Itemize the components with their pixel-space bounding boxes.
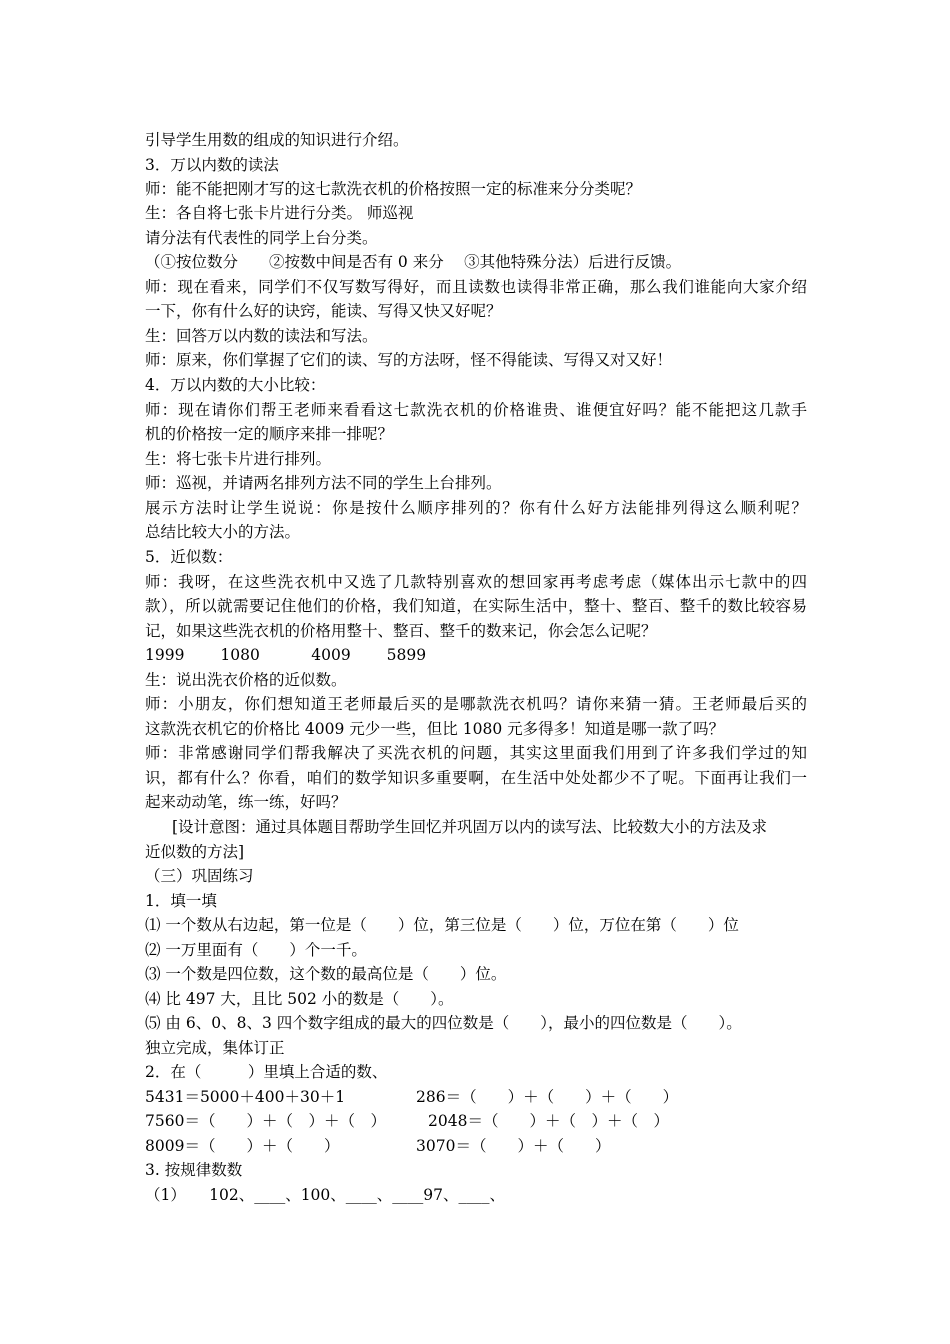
text-line: 师：小朋友，你们想知道王老师最后买的是哪款洗衣机吗？请你来猜一猜。王老师最后买的: [145, 695, 807, 713]
equation-right: 2048＝（ ）＋（ ）＋（ ）: [428, 1112, 669, 1130]
exercise-heading: 1．填一填: [145, 892, 217, 910]
text-line: 识，都有什么？你看，咱们的数学知识多重要啊，在生活中处处都少不了呢。下面再让我们一: [145, 769, 807, 787]
text-line: 款），所以就需要记住他们的价格，我们知道，在实际生活中，整十、整百、整千的数比较容易: [145, 597, 807, 615]
exercise-item: ⑵ 一万里面有（ ）个一千。: [145, 941, 367, 959]
equation-left: 5431＝5000＋400＋30＋1: [145, 1088, 346, 1106]
text-line: 引导学生用数的组成的知识进行介绍。: [145, 131, 409, 149]
text-line: 师：原来，你们掌握了它们的读、写的方法呀，怪不得能读、写得又对又好！: [145, 351, 673, 369]
text-line: 生：各自将七张卡片进行分类。 师巡视: [145, 204, 414, 222]
text-line: 总结比较大小的方法。: [145, 523, 301, 541]
section-heading: 5．近似数：: [145, 548, 233, 566]
text-line: 师：现在看来，同学们不仅写数写得好，而且读数也读得非常正确，那么我们谁能向大家介绍: [145, 278, 807, 296]
text-line: 师：我呀，在这些洗衣机中又选了几款特别喜欢的想回家再考虑考虑（媒体出示七款中的四: [145, 573, 807, 591]
text-line: 师：能不能把刚才写的这七款洗衣机的价格按照一定的标准来分分类呢？: [145, 180, 642, 198]
equation-left: 8009＝（ ）＋（ ）: [145, 1137, 340, 1155]
text-line: 师：现在请你们帮王老师来看看这七款洗衣机的价格谁贵、谁便宜好吗？能不能把这几款手: [145, 401, 807, 419]
text-line: 这款洗衣机它的价格比 4009 元少一些，但比 1080 元多得多！知道是哪一款了吗？: [145, 720, 725, 738]
text-line: 师：非常感谢同学们帮我解决了买洗衣机的问题，其实这里面我们用到了许多我们学过的知: [145, 744, 807, 762]
text-line: 记，如果这些洗衣机的价格用整十、整百、整千的数来记，你会怎么记呢？: [145, 622, 657, 640]
text-line: 生：回答万以内数的读法和写法。: [145, 327, 378, 345]
text-line: 生：说出洗衣价格的近似数。: [145, 671, 347, 689]
exercise-item: ⑶ 一个数是四位数，这个数的最高位是（ ）位。: [145, 965, 507, 983]
design-intent: [设计意图：通过具体题目帮助学生回忆并巩固万以内的读写法、比较数大小的方法及求: [172, 818, 768, 836]
section-heading: 4．万以内数的大小比较：: [145, 376, 326, 394]
section-heading: 3．万以内数的读法: [145, 156, 279, 174]
text-line: 请分法有代表性的同学上台分类。: [145, 229, 378, 247]
price-list: 1999 1080 4009 5899: [145, 646, 427, 664]
section-heading: （三）巩固练习: [145, 867, 254, 885]
text-line: 生：将七张卡片进行排列。: [145, 450, 332, 468]
exercise-heading: 2．在（ ）里填上合适的数、: [145, 1063, 388, 1081]
text-line: 展示方法时让学生说说：你是按什么顺序排列的？你有什么好方法能排列得这么顺利呢？: [145, 499, 807, 517]
text-line: 师：巡视，并请两名排列方法不同的学生上台排列。: [145, 474, 502, 492]
exercise-item: ⑸ 由 6、0、8、3 四个数字组成的最大的四位数是（ ），最小的四位数是（ ）。: [145, 1014, 742, 1032]
exercise-item: ⑷ 比 497 大，且比 502 小的数是（ ）。: [145, 990, 454, 1008]
text-line: 起来动动笔，练一练，好吗？: [145, 793, 347, 811]
exercise-heading: 3. 按规律数数: [145, 1161, 243, 1179]
text-line: 独立完成，集体订正: [145, 1039, 285, 1057]
text-line: （①按位数分 ②按数中间是否有 0 来分 ③其他特殊分法）后进行反馈。: [145, 253, 682, 271]
exercise-item: ⑴ 一个数从右边起，第一位是（ ）位，第三位是（ ）位，万位在第（ ）位: [145, 916, 739, 934]
equation-right: 286＝（ ）＋（ ）＋（ ）: [416, 1088, 679, 1106]
text-line: 一下，你有什么好的诀窍，能读、写得又快又好呢？: [145, 302, 502, 320]
exercise-item: （1） 102、____、100、____、____97、____、: [145, 1186, 506, 1204]
equation-right: 3070＝（ ）＋（ ）: [416, 1137, 611, 1155]
equation-left: 7560＝（ ）＋（ ）＋（ ）: [145, 1112, 386, 1130]
text-line: 机的价格按一定的顺序来排一排呢？: [145, 425, 394, 443]
design-intent: 近似数的方法]: [145, 843, 245, 861]
